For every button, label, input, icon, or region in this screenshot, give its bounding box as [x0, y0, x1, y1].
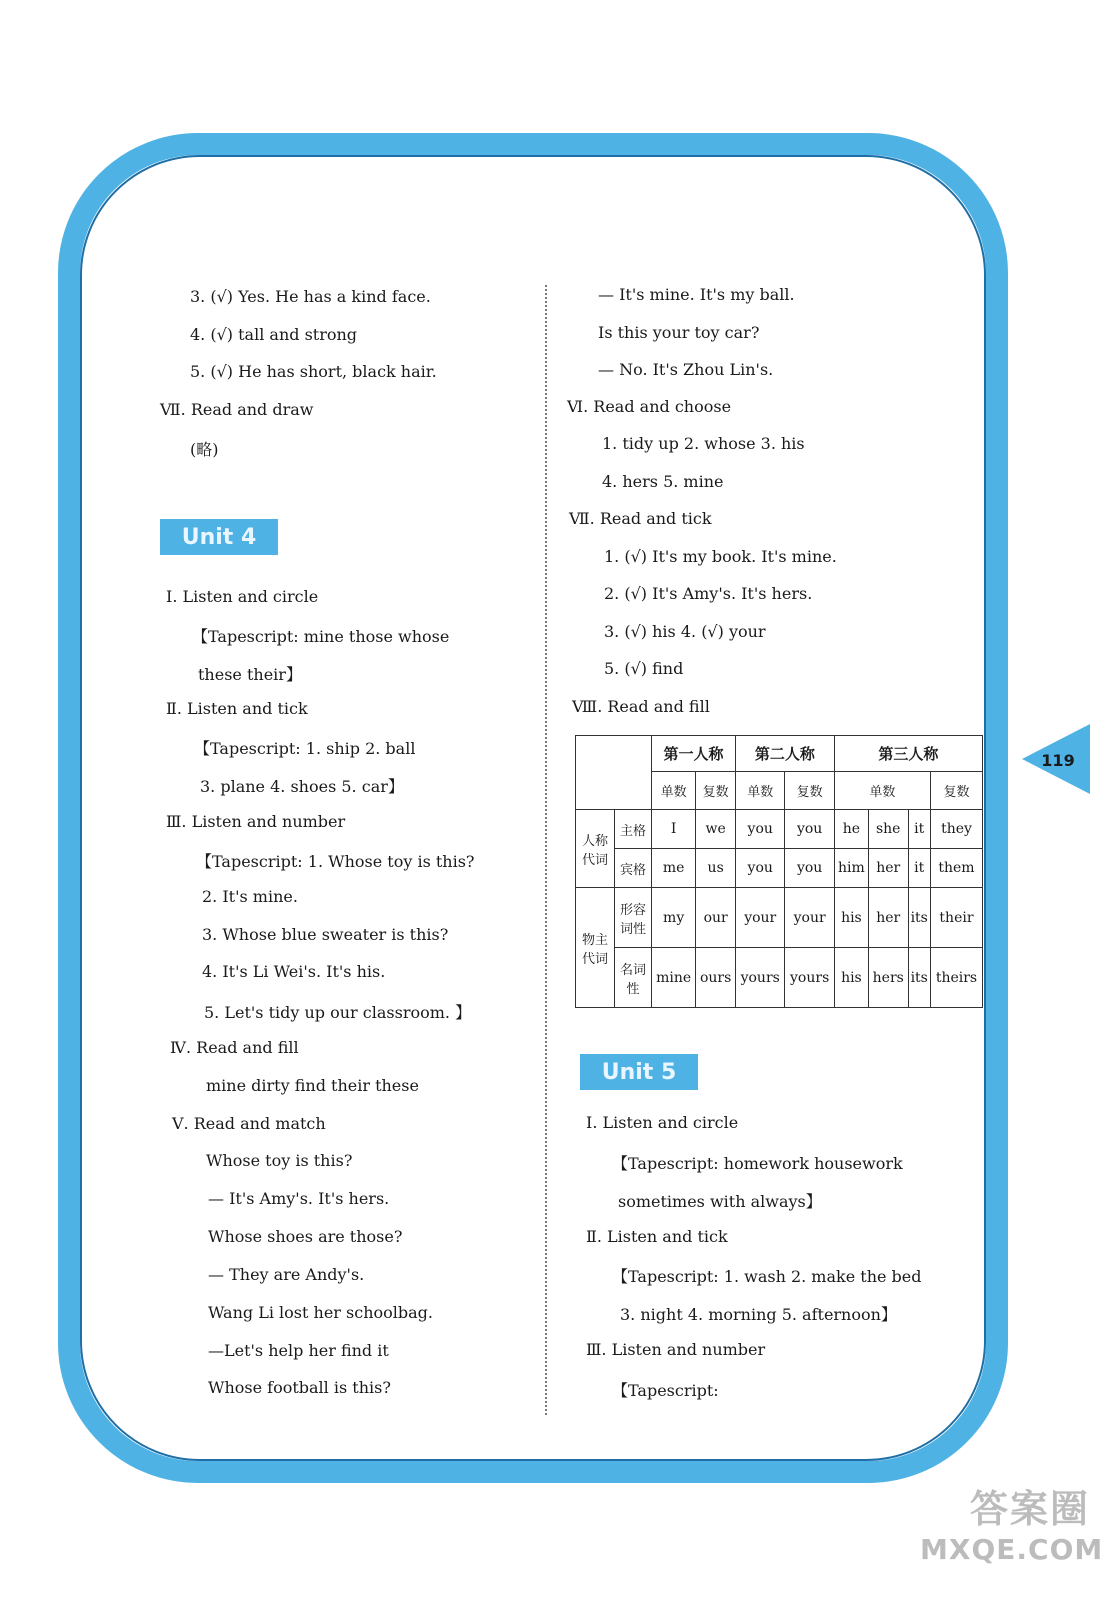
answer-line: —Let's help her find it	[208, 1341, 389, 1360]
answer-line: 3. (√) his 4. (√) your	[604, 622, 766, 641]
header-singular: 单数	[652, 772, 696, 810]
table-cell: its	[908, 948, 930, 1008]
page-number-tab	[1022, 724, 1092, 794]
answer-line: 1. (√) It's my book. It's mine.	[604, 547, 837, 566]
table-cell: me	[652, 849, 696, 888]
section-heading: Ⅳ. Read and fill	[170, 1038, 299, 1057]
table-cell: him	[834, 849, 868, 888]
label-possessive-pronoun: 物主代词	[576, 888, 615, 1008]
answer-line: Is this your toy car?	[598, 323, 760, 342]
column-divider	[545, 285, 547, 1415]
answer-line: 4. (√) tall and strong	[190, 325, 358, 344]
label-personal-pronoun: 人称代词	[576, 810, 615, 888]
answer-line: 4. It's Li Wei's. It's his.	[202, 962, 386, 981]
answer-line: mine dirty find their these	[206, 1076, 419, 1095]
watermark	[920, 1478, 1104, 1588]
header-plural: 复数	[930, 772, 982, 810]
answer-line: — They are Andy's.	[208, 1265, 365, 1284]
table-cell: her	[868, 888, 908, 948]
table-cell: I	[652, 810, 696, 849]
answer-line: Whose football is this?	[208, 1378, 391, 1397]
table-cell: yours	[785, 948, 834, 1008]
answer-line: — It's Amy's. It's hers.	[208, 1189, 390, 1208]
page-tab-shape	[1022, 724, 1092, 794]
label-nominal: 名词性	[615, 948, 652, 1008]
answer-line: 3. night 4. morning 5. afternoon】	[620, 1305, 897, 1324]
table-cell: she	[868, 810, 908, 849]
pronoun-table	[575, 735, 983, 1008]
section-heading: Ⅱ. Listen and tick	[586, 1227, 728, 1246]
table-cell: her	[868, 849, 908, 888]
section-heading: Ⅲ. Listen and number	[586, 1340, 766, 1359]
answer-line: sometimes with always】	[618, 1192, 822, 1211]
table-cell: their	[930, 888, 982, 948]
answer-line: 5. (√) He has short, black hair.	[190, 362, 437, 381]
watermark-url: MXQE.COM	[920, 1533, 1104, 1566]
section-heading: Ⅰ. Listen and circle	[166, 587, 319, 606]
answer-line: — No. It's Zhou Lin's.	[598, 360, 774, 379]
section-heading: Ⅲ. Listen and number	[166, 812, 346, 831]
section-heading: Ⅰ. Listen and circle	[586, 1113, 739, 1132]
answer-line: 【Tapescript:	[612, 1381, 719, 1400]
section-heading: Ⅷ. Read and fill	[572, 697, 710, 716]
header-plural: 复数	[785, 772, 834, 810]
table-cell: his	[834, 948, 868, 1008]
header-first-person: 第一人称	[652, 736, 736, 772]
table-cell: it	[908, 810, 930, 849]
answer-line: 2. It's mine.	[202, 887, 298, 906]
answer-line: 1. tidy up 2. whose 3. his	[602, 434, 805, 453]
answer-line: 【Tapescript: 1. ship 2. ball	[194, 739, 416, 758]
section-heading: Ⅶ. Read and tick	[569, 509, 712, 528]
table-corner	[576, 736, 652, 810]
table-cell: his	[834, 888, 868, 948]
label-adjectival: 形容词性	[615, 888, 652, 948]
section-heading: Ⅱ. Listen and tick	[166, 699, 308, 718]
table-cell: your	[785, 888, 834, 948]
table-cell: mine	[652, 948, 696, 1008]
answer-line: 3. Whose blue sweater is this?	[202, 925, 449, 944]
table-cell: yours	[736, 948, 785, 1008]
table-cell: our	[696, 888, 736, 948]
table-cell: theirs	[930, 948, 982, 1008]
unit-4-badge: Unit 4	[160, 519, 278, 555]
header-singular: 单数	[736, 772, 785, 810]
table-cell: you	[785, 849, 834, 888]
watermark-logo-text: 答案圈	[969, 1487, 1090, 1531]
answer-line: — It's mine. It's my ball.	[598, 285, 795, 304]
section-heading: Ⅵ. Read and choose	[567, 397, 732, 416]
header-third-person: 第三人称	[834, 736, 982, 772]
unit-5-badge: Unit 5	[580, 1054, 698, 1090]
answer-line: 【Tapescript: 1. wash 2. make the bed	[612, 1267, 922, 1286]
table-cell: we	[696, 810, 736, 849]
answer-line: 3. (√) Yes. He has a kind face.	[190, 287, 431, 306]
table-cell: it	[908, 849, 930, 888]
answer-line: (略)	[190, 440, 219, 459]
page-number: 119	[1041, 751, 1075, 770]
table-cell: ours	[696, 948, 736, 1008]
table-cell: they	[930, 810, 982, 849]
answer-line: 【Tapescript: 1. Whose toy is this?	[196, 852, 475, 871]
header-second-person: 第二人称	[736, 736, 835, 772]
table-cell: he	[834, 810, 868, 849]
answer-line: 5. Let's tidy up our classroom. 】	[204, 1003, 472, 1022]
header-plural: 复数	[696, 772, 736, 810]
table-cell: you	[785, 810, 834, 849]
table-cell: your	[736, 888, 785, 948]
answer-line: 2. (√) It's Amy's. It's hers.	[604, 584, 813, 603]
table-cell: its	[908, 888, 930, 948]
answer-line: 3. plane 4. shoes 5. car】	[200, 777, 404, 796]
answer-line: Whose toy is this?	[206, 1151, 353, 1170]
label-subject-case: 主格	[615, 810, 652, 849]
answer-line: 5. (√) find	[604, 659, 684, 678]
answer-line: Wang Li lost her schoolbag.	[208, 1303, 434, 1322]
table-cell: hers	[868, 948, 908, 1008]
table-cell: them	[930, 849, 982, 888]
header-singular: 单数	[834, 772, 930, 810]
table-cell: my	[652, 888, 696, 948]
answer-line: Whose shoes are those?	[208, 1227, 403, 1246]
answer-line: 【Tapescript: homework housework	[612, 1154, 903, 1173]
answer-line: these their】	[198, 665, 302, 684]
table-cell: us	[696, 849, 736, 888]
table-cell: you	[736, 810, 785, 849]
answer-line: 4. hers 5. mine	[602, 472, 724, 491]
section-heading: Ⅶ. Read and draw	[160, 400, 314, 419]
label-object-case: 宾格	[615, 849, 652, 888]
section-heading: Ⅴ. Read and match	[172, 1114, 326, 1133]
answer-line: 【Tapescript: mine those whose	[192, 627, 450, 646]
table-cell: you	[736, 849, 785, 888]
